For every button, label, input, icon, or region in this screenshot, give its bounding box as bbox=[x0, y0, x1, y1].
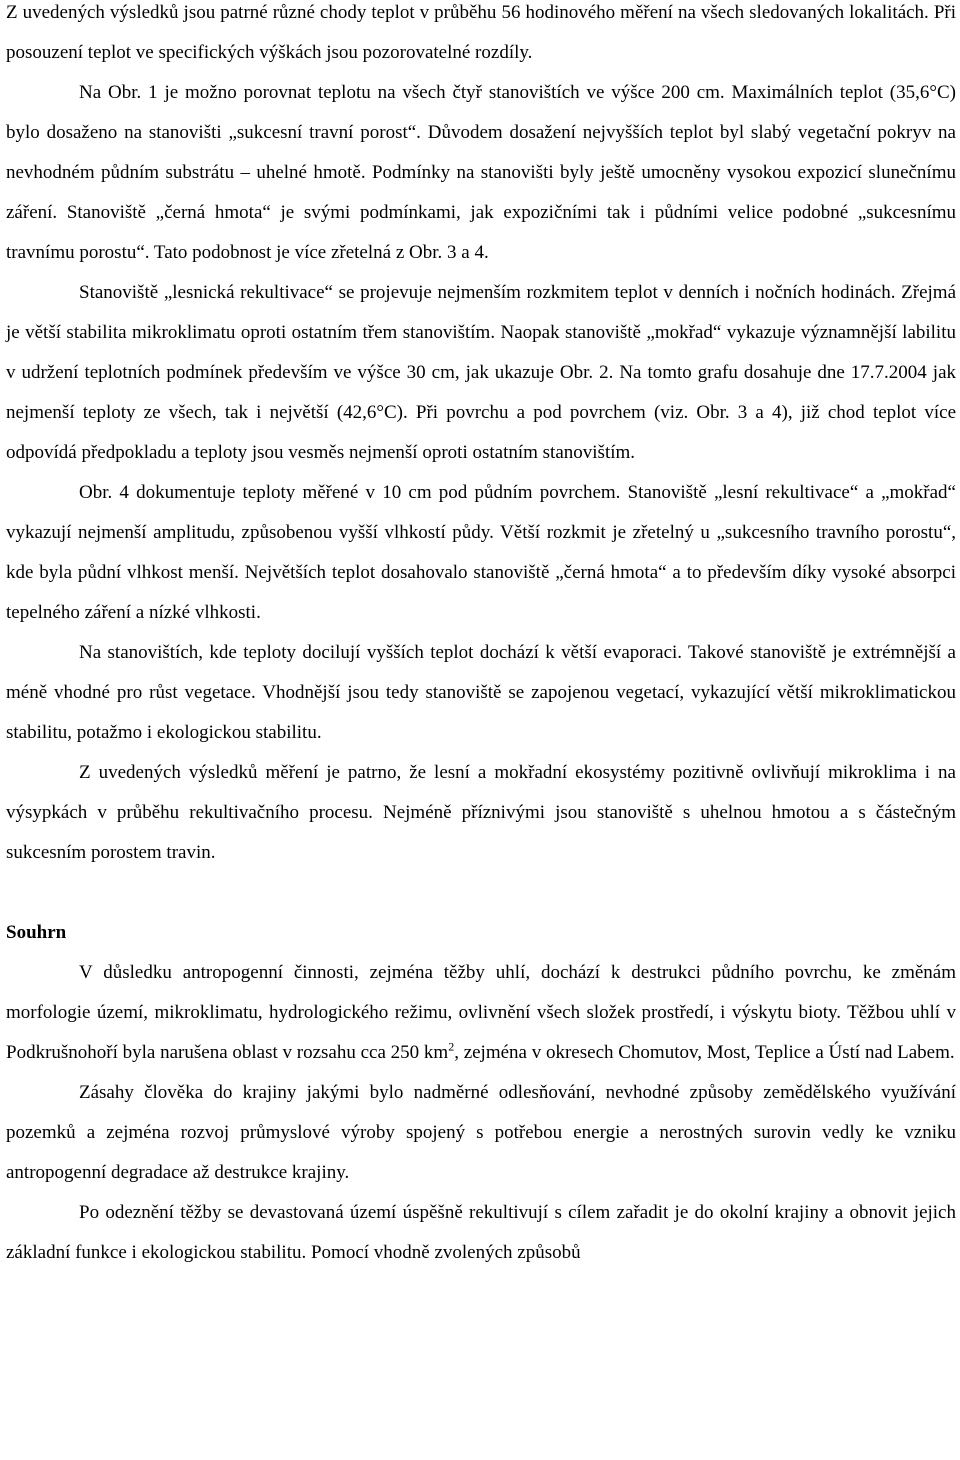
paragraph-summary-3: Po odeznění těžby se devastovaná území úspěšně rekultivují s cílem zařadit je do okolní krajiny a obnovit jejich základní funkce i ekologickou stabilitu. Pomocí vhodně zvolených způsobů bbox=[6, 1202, 956, 1263]
paragraph-summary-2: Zásahy člověka do krajiny jakými bylo nadměrné odlesňování, nevhodné způsoby zemědělského využívání pozemků a zejména rozvoj průmyslové výroby spojený s potřebou energie a nerostných surovin vedly ke vzniku antropogenní degradace až destrukce krajiny. bbox=[6, 1082, 956, 1183]
summary-1-text-end: , zejména v okresech Chomutov, Most, Teplice a Ústí nad Labem. bbox=[454, 1042, 955, 1063]
document-page bbox=[6, 0, 956, 1273]
paragraph-forest-wetland: Stanoviště „lesnická rekultivace“ se projevuje nejmenším rozkmitem teplot v denních i nočních hodinách. Zřejmá je větší stabilita mikroklimatu oproti ostatním třem stanovištím. Naopak stanoviště „mokřad“ vykazuje významnější labilitu v udržení teplotních podmínek především ve výšce 30 cm, jak ukazuje Obr. 2. Na tomto grafu dosahuje dne 17.7.2004 jak nejmenší teploty ze všech, tak i největší (42,6°C). Při povrchu a pod povrchem (viz. Obr. 3 a 4), již chod teplot více odpovídá předpokladu a teploty jsou vesměs nejmenší oproti ostatním stanovištím. bbox=[6, 282, 956, 463]
paragraph-obr1-200cm: Na Obr. 1 je možno porovnat teplotu na všech čtyř stanovištích ve výšce 200 cm. Maximálních teplot (35,6°C) bylo dosaženo na stanovišti „sukcesní travní porost“. Důvodem dosažení nejvyšších teplot byl slabý vegetační pokryv na nevhodném půdním substrátu – uhelné hmotě. Podmínky na stanovišti byly ještě umocněny vysokou expozicí slunečnímu záření. Stanoviště „černá hmota“ je svými podmínkami, jak expozičními tak i půdními velice podobné „sukcesnímu travnímu porostu“. Tato podobnost je více zřetelná z Obr. 3 a 4. bbox=[6, 82, 956, 263]
superscript-2: 2 bbox=[448, 1039, 455, 1054]
paragraph-obr4-soil: Obr. 4 dokumentuje teploty měřené v 10 cm pod půdním povrchem. Stanoviště „lesní rekultivace“ a „mokřad“ vykazují nejmenší amplitudu, způsobenou vyšší vlhkostí půdy. Větší rozkmit je zřetelný u „sukcesního travního porostu“, kde byla půdní vlhkost menší. Největších teplot dosahovalo stanoviště „černá hmota“ a to především díky vysoké absorpci tepelného záření a nízké vlhkosti. bbox=[6, 482, 956, 623]
paragraph-results-intro: Z uvedených výsledků jsou patrné různé chody teplot v průběhu 56 hodinového měření na všech sledovaných lokalitách. Při posouzení teplot ve specifických výškách jsou pozorovatelné rozdíly. bbox=[6, 2, 956, 63]
section-heading-souhrn: Souhrn bbox=[6, 922, 67, 943]
paragraph-summary-1 bbox=[6, 953, 956, 1073]
paragraph-evaporation: Na stanovištích, kde teploty docilují vyšších teplot dochází k větší evaporaci. Takové stanoviště je extrémnější a méně vhodné pro růst vegetace. Vhodnější jsou tedy stanoviště se zapojenou vegetací, vykazující větší mikroklimatickou stabilitu, potažmo i ekologickou stabilitu. bbox=[6, 642, 956, 743]
paragraph-conclusion: Z uvedených výsledků měření je patrno, že lesní a mokřadní ekosystémy pozitivně ovlivňují mikroklima i na výsypkách v průběhu rekultivačního procesu. Nejméně příznivými jsou stanoviště s uhelnou hmotou a s částečným sukcesním porostem travin. bbox=[6, 762, 956, 863]
summary-1-text: V důsledku antropogenní činnosti, zejména těžby uhlí, dochází k destrukci půdního povrchu, ke změnám morfologie území, mikroklimatu, hydrologického režimu, ovlivnění všech složek prostředí, i výskytu bioty. Těžbou uhlí v Podkrušnohoří byla narušena oblast v rozsahu cca 250 km bbox=[6, 962, 956, 1063]
